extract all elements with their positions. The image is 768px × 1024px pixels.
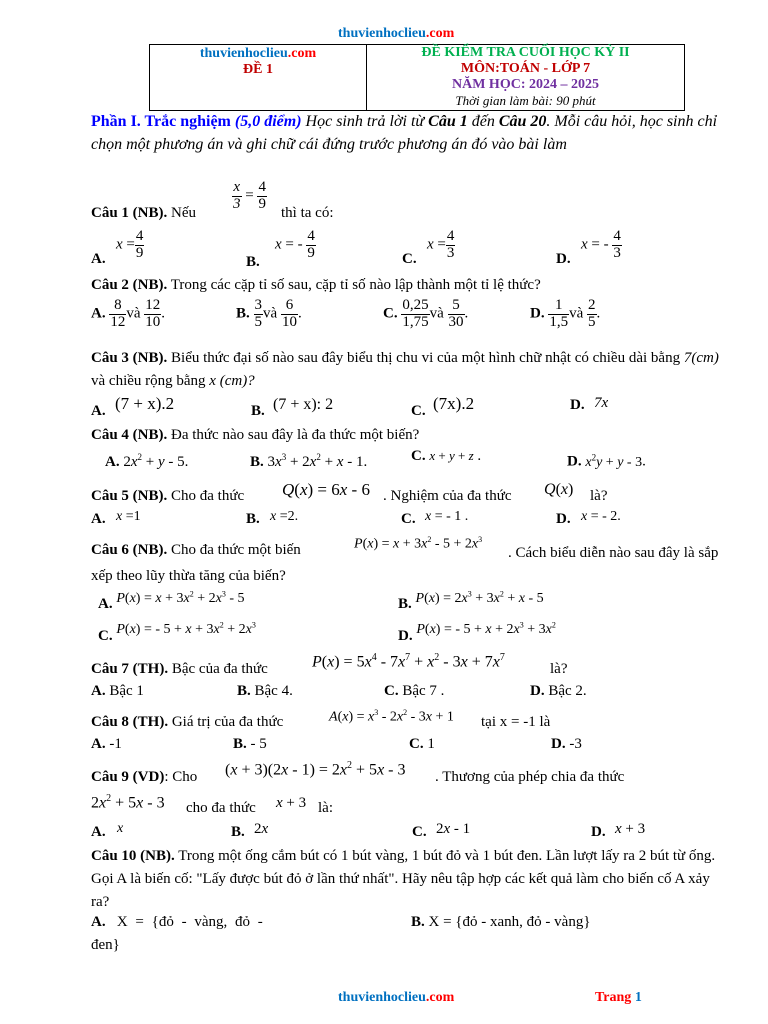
q1-option-a-key[interactable]: A. (91, 251, 106, 267)
top-site-name: thuvienhoclieu (338, 26, 426, 41)
q10-option-a[interactable]: A. X = {đỏ - vàng, đỏ - (91, 914, 263, 930)
q6-option-b[interactable]: B. $P(x) = 2x^3 + 3x^2 + x - 5$ (398, 589, 544, 612)
q1-option-b-expr: x = - $\frac{4}{9}$ (275, 228, 315, 261)
q9-stem-c: cho đa thức (186, 800, 256, 816)
q9-identity: $(x + 3)(2x - 1) = 2x^2 + 5x - 3$ (225, 760, 406, 779)
q6-option-c[interactable]: C. P(x) = - $5 + x + 3x^2 + 2x^3$ (98, 620, 256, 644)
q7-option-a[interactable]: A. Bậc 1 (91, 683, 144, 699)
q5-option-b-key[interactable]: B. (246, 511, 260, 527)
q3-option-c-key[interactable]: C. (411, 403, 426, 419)
q1-fraction-condition: $\frac{x}{3}$ = $\frac{4}{9}$ (233, 179, 266, 212)
q3-option-a-expr: (7 + x).2 (115, 394, 175, 413)
q8-option-b[interactable]: B. - 5 (233, 736, 267, 752)
q2-option-a[interactable]: A. $\frac{8}{12}$ và $\frac{12}{10}$ . (91, 297, 166, 330)
q7-option-b[interactable]: B. Bậc 4. (237, 683, 293, 699)
exam-time: Thời gian làm bài: 90 phút (455, 93, 596, 108)
q9-option-a-key[interactable]: A. (91, 824, 106, 840)
q3-option-b-key[interactable]: B. (251, 403, 265, 419)
top-site-domain: .com (425, 26, 455, 41)
q9-option-d-expr: x + 3 (615, 821, 646, 837)
page-number: Trang 1 (595, 990, 642, 1005)
header-left-cell (150, 45, 367, 110)
q9-option-d-key[interactable]: D. (591, 824, 606, 840)
q7-stem-b: là? (550, 661, 568, 677)
q5-option-b-expr: x =2. (270, 509, 299, 524)
q1-option-a-expr: x = $\frac{4}{9}$ (116, 228, 144, 261)
header-table (149, 44, 685, 111)
exam-code: ĐỀ 1 (243, 62, 273, 77)
q3-stem: Câu 3 (NB). Biểu thức đại số nào sau đây biểu thị chu vi của một hình chữ nhật có chiều dài bằng 7(cm) và chiều rộng bằng x (cm)? (91, 350, 719, 389)
q9-option-c-key[interactable]: C. (412, 824, 427, 840)
q5-polynomial-ref: Q(x) (544, 481, 574, 498)
q8-stem-b: tại x = -1 là (481, 714, 551, 730)
q8-label: Câu 8 (TH). (91, 714, 169, 730)
q4-option-a[interactable]: A. $2x^2 + y - 5$. (105, 452, 189, 470)
q2-option-b[interactable]: B. $\frac{3}{5}$ và $\frac{6}{10}$ . (236, 297, 302, 330)
q8-polynomial: $A(x) = x^3 - 2x^2 - 3x + 1$ (329, 708, 454, 725)
q5-option-d-expr: x = - 2. (581, 509, 621, 524)
q5-option-c-key[interactable]: C. (401, 511, 416, 527)
q4-option-d[interactable]: D. $x^2y + y - 3$. (567, 452, 646, 470)
q1-option-d-key[interactable]: D. (556, 251, 571, 267)
q6-polynomial: $P(x) = x + 3x^2 - 5 + 2x^3$ (354, 535, 483, 552)
top-site-link[interactable] (338, 26, 454, 42)
q4-stem: Câu 4 (NB). Đa thức nào sau đây là đa thức một biến? (91, 427, 420, 443)
header-site: thuvienhoclieu.com (199, 46, 317, 61)
q1-option-c-key[interactable]: C. (402, 251, 417, 267)
q4-label: Câu 4 (NB). (91, 427, 168, 443)
q7-option-d[interactable]: D. Bậc 2. (530, 683, 587, 699)
q4-option-b[interactable]: B. $3x^3 + 2x^2 + x - 1$. (250, 452, 368, 470)
q9-dividend: $2x^2 + 5x - 3$ (91, 793, 165, 812)
q1-option-c-expr: x = $\frac{4}{3}$ (427, 228, 455, 261)
q10-option-a-cont: đen} (91, 937, 120, 953)
q4-option-c[interactable]: C. x + y + z . (411, 448, 482, 464)
q2-option-d[interactable]: D. $\frac{1}{1,5}$ và $\frac{2}{5}$ . (530, 297, 601, 330)
q2-stem: Câu 2 (NB). Trong các cặp tỉ số sau, cặp tỉ số nào lập thành một tỉ lệ thức? (91, 277, 541, 293)
exam-subject: MÔN:TOÁN - LỚP 7 (460, 61, 591, 76)
q1-option-b-key[interactable]: B. (246, 254, 260, 270)
q2-label: Câu 2 (NB). (91, 277, 168, 293)
q6-option-a[interactable]: A. $P(x) = x + 3x^2 + 2x^3 - 5$ (98, 589, 245, 612)
q7-option-c[interactable]: C. Bậc 7 . (384, 683, 445, 699)
q9-option-b-expr: 2x (254, 821, 269, 837)
part1-intro: Phần I. Trắc nghiệm (5,0 điểm) Học sinh trả lời từ Câu 1 đến Câu 20. Mỗi câu hỏi, học sinh chỉ chọn một phương án và ghi chữ cái đứng trước phương án đó vào bài làm (91, 113, 718, 153)
q9-stem-b: . Thương của phép chia đa thức (435, 769, 625, 785)
q5-stem-b: . Nghiệm của đa thức (383, 488, 512, 504)
q8-stem: Câu 8 (TH). Giá trị của đa thức (91, 714, 284, 730)
q6-stem: Câu 6 (NB). Cho đa thức một biến (91, 542, 301, 558)
part1-points: (5,0 điểm) (234, 113, 302, 130)
q10-option-b[interactable]: B. X = {đỏ - xanh, đỏ - vàng} (411, 914, 591, 930)
q5-stem-c: là? (590, 488, 608, 504)
header-right-cell (367, 45, 684, 110)
q8-option-d[interactable]: D. -3 (551, 736, 582, 752)
q3-option-a-key[interactable]: A. (91, 403, 106, 419)
q5-polynomial: Q(x) = 6x - 6 (282, 480, 370, 499)
part1-label: Phần I. Trắc nghiệm (91, 113, 231, 130)
q7-label: Câu 7 (TH). (91, 661, 169, 677)
q3-option-c-expr: (7x).2 (433, 394, 475, 413)
q9-label: Câu 9 (VD) (91, 769, 165, 785)
q6-stem-b: . Cách biểu diễn nào sau đây là sắp xếp theo lũy thừa tăng của biến? (91, 545, 719, 584)
q3-option-b-expr: (7 + x): 2 (273, 396, 334, 413)
q5-option-a-expr: x =1 (116, 509, 141, 524)
q1-option-d-expr: x = - $\frac{4}{3}$ (581, 228, 621, 261)
q6-option-d[interactable]: D. P(x) = - $5 + x + 2x^3 + 3x^2$ (398, 620, 556, 644)
exam-year: NĂM HỌC: 2024 – 2025 (452, 77, 599, 92)
q8-option-a[interactable]: A. -1 (91, 736, 122, 752)
q10-label: Câu 10 (NB). (91, 848, 175, 864)
q9-divisor: x + 3 (276, 795, 307, 811)
exam-title: ĐỀ KIỂM TRA CUỐI HỌC KỲ II (421, 45, 630, 60)
footer-site-link[interactable]: thuvienhoclieu.com (338, 990, 455, 1005)
q5-label: Câu 5 (NB). (91, 488, 168, 504)
q9-stem-d: là: (318, 800, 333, 816)
q5-option-c-expr: x = - 1 . (425, 509, 469, 524)
q9-option-b-key[interactable]: B. (231, 824, 245, 840)
q5-option-a-key[interactable]: A. (91, 511, 106, 527)
q5-stem: Câu 5 (NB). Cho đa thức (91, 488, 245, 504)
q2-option-c[interactable]: C. $\frac{0,25}{1,75}$ và $\frac{5}{30}$ . (383, 297, 469, 330)
q7-stem: Câu 7 (TH). Bậc của đa thức (91, 661, 268, 677)
q9-option-a-expr: x (117, 821, 124, 836)
q6-label: Câu 6 (NB). (91, 542, 168, 558)
q9-stem: Câu 9 (VD): Cho (91, 769, 198, 785)
q5-option-d-key[interactable]: D. (556, 511, 571, 527)
q1-stem: Câu 1 (NB). Nếu (91, 205, 197, 221)
q8-option-c[interactable]: C. 1 (409, 736, 435, 752)
q1-stem-b: thì ta có: (281, 205, 334, 221)
q3-option-d-expr: 7x (594, 395, 609, 411)
q3-option-d-key[interactable]: D. (570, 397, 585, 413)
q7-polynomial: $P(x) = 5x^4 - 7x^7 + x^2 - 3x + 7x^7$ (312, 652, 505, 671)
q9-option-c-expr: 2x - 1 (436, 821, 471, 837)
q1-label: Câu 1 (NB). (91, 205, 168, 221)
q3-label: Câu 3 (NB). (91, 350, 168, 366)
q10-stem: Câu 10 (NB). Trong một ống cắm bút có 1 bút vàng, 1 bút đỏ và 1 bút đen. Lần lượt lấy ra 2 bút từ ống. Gọi A là biến cố: "Lấy được bút đỏ ở lần thứ nhất". Hãy nêu tập hợp các kết quả làm cho biến cố A xảy ra? (91, 848, 716, 910)
